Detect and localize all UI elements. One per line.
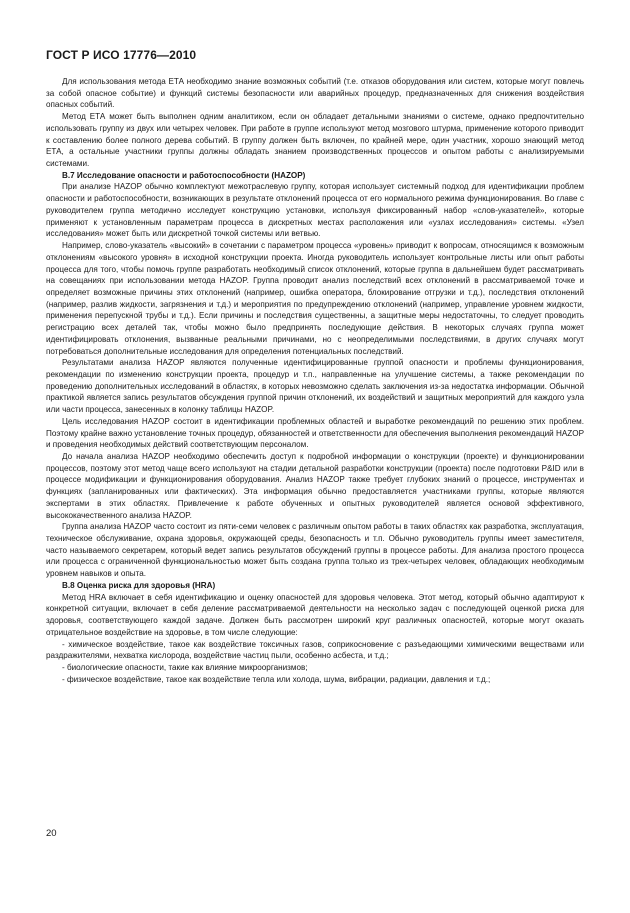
list-item-physical: - физическое воздействие, такое как воздействие тепла или холода, шума, вибрации, радиации, давления и т.д.; — [62, 674, 491, 684]
paragraph-eta-team: Метод ЕТА может быть выполнен одним аналитиком, если он обладает детальными знаниями о системе, однако предпочтительно использовать группу из двух или четырех человек. При работе в группе используют метод мозгового штурма, применение которого приводит к составлению более полного дерева событий. В группу должен быть включен, по крайней мере, один участник, хорошо знающий метод ЕТА, а остальные участники группы должны обладать знанием производственных процессов и опытом работы с анализируемыми системами. — [46, 112, 584, 169]
paragraph-hazop-group: Группа анализа HAZOP часто состоит из пяти-семи человек с различным опытом работы в таких областях как разработка, эксплуатация, техническое обслуживание, охрана здоровья, окружающей среды, безопасность и т.п. Обычно руководитель группы имеет заместителя, часто называемого секретарем, который ведет запись результатов обсуждений группы в процессе работы. Для анализа простого процесса или процесса с ограниченной функциональностью может быть создана группа только из трех-четырех человек, обладающих необходимым уровнем навыков и опыта. — [46, 522, 584, 579]
paragraph-hazop-goal: Цель исследования HAZOP состоит в идентификации проблемных областей и выработке рекомендаций по решению этих проблем. Поэтому крайне важно установление точных процедур, обязанностей и ответственности для обеспечения выполнения рекомендаций HAZOP и проведения необходимых действий соответствующим персоналом. — [46, 416, 584, 450]
paragraph-hra-intro: Метод HRA включает в себя идентификацию и оценку опасностей для здоровья человека. Этот метод, который обычно адаптируют к конкретной ситуации, включает в себя деление рассматриваемой деятельности на несколько задач с последующей оценкой риска для здоровья, соответствующего каждой задаче. Должен быть рассмотрен широкий круг различных опасностей, которые могут оказать отрицательное воздействие на здоровье, в том числе следующие: — [46, 592, 584, 637]
paragraph-eta-usage: Для использования метода ЕТА необходимо знание возможных событий (т.е. отказов оборудования или систем, которые могут повлечь за собой опасное событие) и функций системы безопасности или аварийных процедур, предназначенных для снижения воздействия опасных событий. — [46, 77, 584, 110]
list-item-biological: - биологические опасности, такие как влияние микроорганизмов; — [62, 662, 308, 672]
section-heading-b8: В.8 Оценка риска для здоровья (HRA) — [62, 580, 216, 590]
section-heading-b7: В.7 Исследование опасности и работоспособности (HAZOP) — [62, 170, 306, 180]
standard-header: ГОСТ Р ИСО 17776—2010 — [46, 48, 197, 62]
paragraph-hazop-intro: При анализе HAZOP обычно комплектуют межотраслевую группу, которая использует системный подход для идентификации проблем опасности и работоспособности, возникающих в результате отклонений процесса от его нормального режима функционирования. Во главе с руководителем группа методично исследует конструкцию установки, используя фиксированный набор «слов-указателей», которые применяют к установленным параметрам процесса в дискретных местах расположения или «узлах исследования» системы. «Узел исследования» может быть или дискретной точкой системы или ветвью. — [46, 182, 584, 239]
document-body — [46, 76, 584, 685]
paragraph-hazop-info: До начала анализа HAZOP необходимо обеспечить доступ к подробной информации о конструкции (проекте) и функционировании процессов, поэтому этот метод чаще всего используют на стадии детальной разработки конструкции (проекта) после подготовки P&ID или в процессе модификации и функционирования оборудования. Анализ HAZOP также требует глубоких знаний о процессе, инструментах и функциях (запланированных или фактических). Эта информация обычно предоставляется участниками группы, которые являются экспертами в этих областях. Привлечение к работе обученных и опытных руководителей является основой эффективного, высококачественного анализа HAZOP. — [46, 452, 584, 520]
page-number: 20 — [46, 828, 57, 839]
paragraph-hazop-results: Результатами анализа HAZOP являются полученные идентифицированные группой опасности и проблемы функционирования, рекомендации по изменению конструкции проекта, процедур и т.п., направленные на улучшение системы, а также рекомендации по проведению дополнительных исследований в областях, в которых невозможно сделать заключения из-за недостатка информации. Обычной практикой является запись результатов обсуждения группой причин отклонений, их воздействий и защитных мероприятий для каждого узла или части процесса, занесенных в колонку таблицы HAZOP. — [46, 358, 584, 415]
paragraph-hazop-example: Например, слово-указатель «высокий» в сочетании с параметром процесса «уровень» приводит к вопросам, относящимся к возможным отклонениям «высокого уровня» в исходной конструкции проекта. Иногда руководитель использует контрольные листы или опыт работы процесса для того, чтобы помочь группе разработать необходимый список отклонений, которые группа в дальнейшем будет рассматривать на совещаниях при использовании метода HAZOP. Группа проводит анализ последствий всех отклонений в рассматриваемой точке и определяет возможные причины этих отклонений (например, ошибка оператора, блокирование отгрузки и т.д.), последствия отклонений (например, разлив жидкости, загрязнения и т.д.) и мероприятия по предупреждению отклонений (например, управление уровнем жидкости, применения перепускной трубы и т.д.). Если причины и последствия существенны, а защитные меры недостаточны, то следует проводить регистрацию всех деталей так, чтобы можно было предпринять последующие действия. В некоторых случаях группа может идентифицировать отклонения, вызванные реальными причинами, но с неопределимыми последствиями, в других случаях могут потребоваться дополнительные исследования для определения потенциальных последствий. — [46, 241, 584, 356]
list-item-chemical: - химическое воздействие, такое как воздействие токсичных газов, соприкосновение с разъедающими химическими веществами или раздражителями, нехватка кислорода, воздействие частиц пыли, особенно асбеста, и т.д.; — [46, 639, 584, 661]
